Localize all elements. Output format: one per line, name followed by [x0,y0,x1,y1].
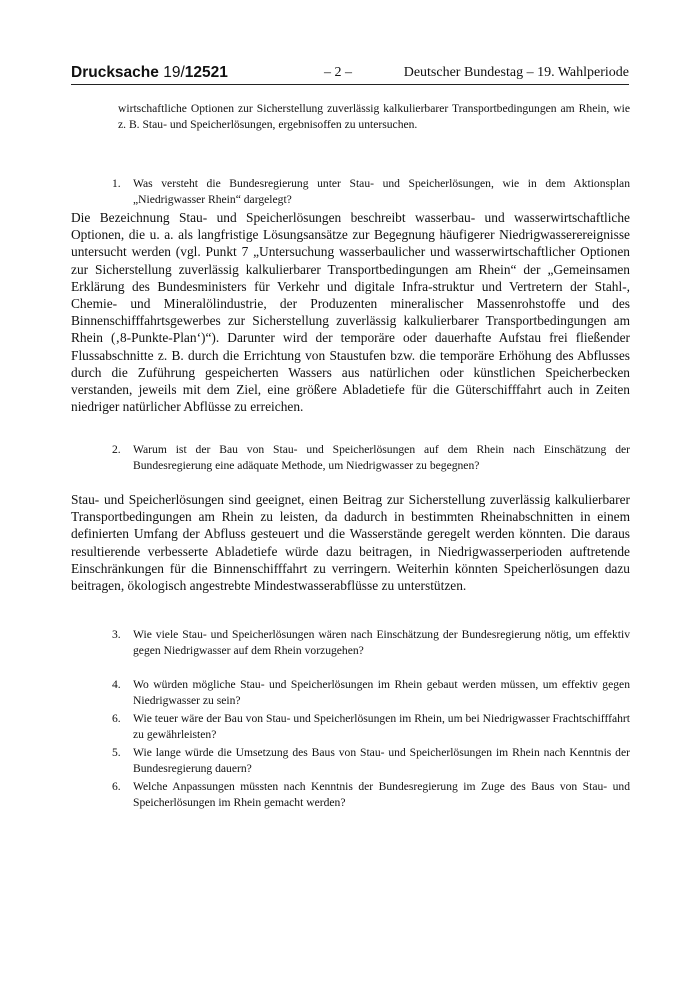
question-text: Warum ist der Bau von Stau- und Speicherlösungen auf dem Rhein nach Einschätzung der Bundesregierung eine adäquate Methode, um Niedrigwasser zu begegnen? [133,443,630,472]
question-number: 1. [112,177,121,190]
question-number: 6. [112,712,121,725]
question-number: 2. [112,443,121,456]
question-number: 5. [112,746,121,759]
page-header [71,64,629,86]
question-text: Was versteht die Bundesregierung unter Stau- und Speicherlösungen, wie in dem Aktionsplan „Niedrigwasser Rhein“ dargelegt? [133,177,630,206]
question-number: 3. [112,628,121,641]
institution-label: Deutscher Bundestag – 19. Wahlperiode [403,65,629,80]
question-item [112,779,630,811]
question-item [112,745,630,777]
question-number: 6. [112,780,121,793]
answer-paragraph: Die Bezeichnung Stau- und Speicherlösungen beschreibt wasserbau- und wasserwirtschaftliche Optionen, die u. a. als langfristige Lösungsansätze zur Begegnung häufigerer Niedrigwasserereignisse untersucht werden (vgl. Punkt 7 „Untersuchung wasserbaulicher und wasserwirtschaftlicher Optionen zur Sicherstellung zuverlässig kalkulierbarer Transportbedingungen am Rhein“ der „Gemeinsamen Erklärung des Bundesministers für Verkehr und digitale Infra-struktur und Vertretern der Stahl-, Chemie- und Mineralölindustrie, der Produzenten mineralischer Massenrohstoffe und des Binnenschifffahrtsgewerbes zur Sicherstellung zuverlässig kalkulierbarer Transportbedingungen am Rhein (‚8-Punkte-Plan‘)“). Darunter wird der temporäre oder dauerhafte Aufstau frei fließender Flussabschnitte z. B. durch die Errichtung von Staustufen bzw. die temporäre Erhöhung des Abflusses durch die Zuführung gespeicherten Wassers aus natürlichen oder künstlichen Speicherbecken verstanden, jeweils mit dem Ziel, eine größere Abladetiefe für die Güterschifffahrt auch in Zeiten niedriger natürlicher Abflüsse zu erreichen. [71,210,630,415]
question-text: Wo würden mögliche Stau- und Speicherlösungen im Rhein gebaut werden müssen, um effektiv gegen Niedrigwasser zu sein? [133,678,630,707]
question-item [112,442,630,474]
question-text: Wie lange würde die Umsetzung des Baus von Stau- und Speicherlösungen im Rhein nach Kenntnis der Bundesregierung dauern? [133,746,630,775]
drucksache-reference [71,64,228,82]
question-item [112,677,630,709]
question-item [112,176,630,208]
question-text: Wie teuer wäre der Bau von Stau- und Speicherlösungen im Rhein, um bei Niedrigwasser Frachtschifffahrt zu gewährleisten? [133,712,630,741]
answer-paragraph: Stau- und Speicherlösungen sind geeignet, einen Beitrag zur Sicherstellung zuverlässig kalkulierbarer Transportbedingungen am Rhein zu leisten, da dadurch in bestimmten Rheinabschnitten in einem definierten Umfang der Abfluss gesteuert und die Wasserstände geregelt werden könnten. Die daraus resultierende verbesserte Abladetiefe würde dazu beitragen, in Niedrigwasserperioden auftretende Einschränkungen für die Binnenschifffahrt zu verringern. Weiterhin könnten Speicherlösungen dazu beitragen, ökologisch angestrebte Mindestwasserabflüsse zu unterstützen. [71,492,630,594]
intro-text: wirtschaftliche Optionen zur Sicherstellung zuverlässig kalkulierbarer Transportbedingungen am Rhein, wie z. B. Stau- und Speicherlösungen, ergebnisoffen zu untersuchen. [118,102,630,131]
drucksache-number-main: 12521 [184,64,228,81]
question-text: Wie viele Stau- und Speicherlösungen wären nach Einschätzung der Bundesregierung nötig, um effektiv gegen Niedrigwasser auf dem Rhein vorzugehen? [133,628,630,657]
question-text: Welche Anpassungen müssten nach Kenntnis der Bundesregierung im Zuge des Baus von Stau- und Speicherlösungen im Rhein gemacht werden? [133,780,630,809]
question-item [112,711,630,743]
header-rule [71,84,629,85]
page-marker: – 2 – [324,65,352,80]
drucksache-number-prefix: 19/ [163,64,185,81]
question-number: 4. [112,678,121,691]
drucksache-label: Drucksache [71,64,159,81]
question-item [112,627,630,659]
